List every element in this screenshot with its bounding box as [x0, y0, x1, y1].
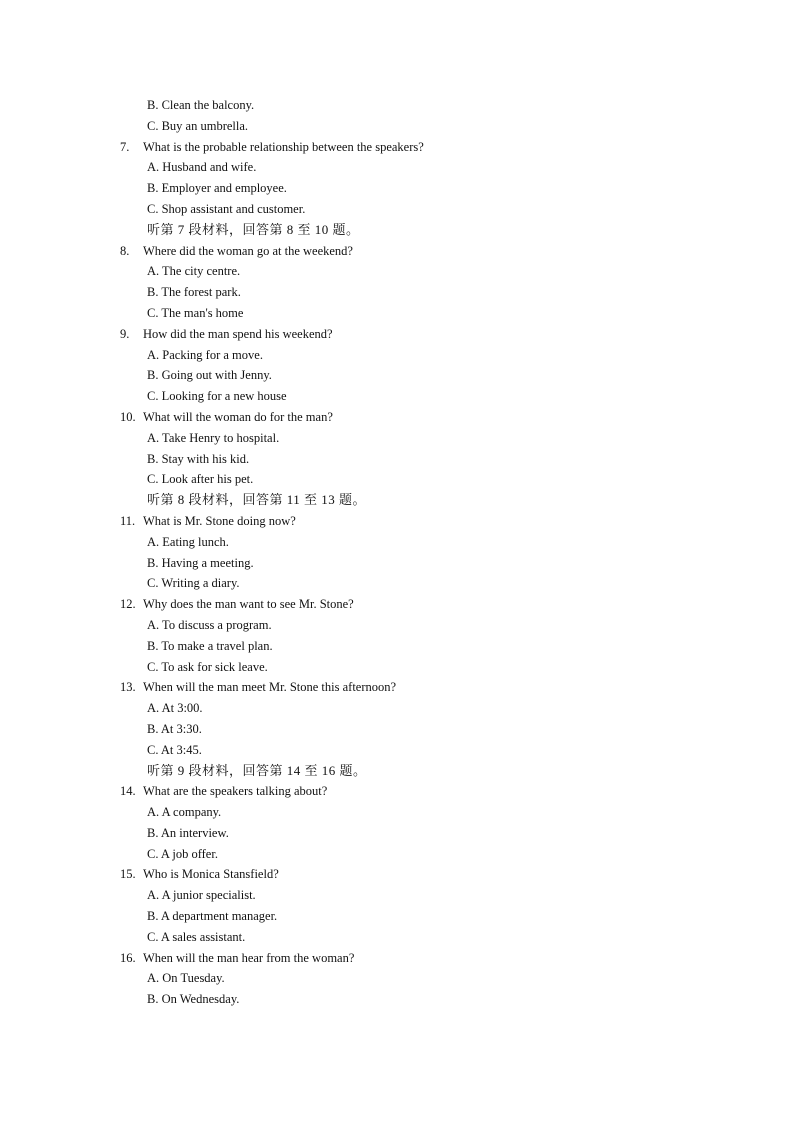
question-item [0, 594, 794, 615]
question-list [0, 95, 794, 1010]
answer-option: C. Looking for a new house [147, 389, 287, 404]
answer-option: C. The man's home [147, 305, 244, 320]
answer-option: B. Employer and employee. [147, 181, 287, 196]
answer-option: B. The forest park. [147, 285, 241, 300]
answer-option: B. On Wednesday. [147, 992, 240, 1007]
answer-option: C. Look after his pet. [147, 472, 254, 487]
question-item [0, 511, 794, 532]
question-item [0, 137, 794, 158]
question-item [0, 324, 794, 345]
answer-option: A. Eating lunch. [147, 534, 229, 549]
answer-option: C. Writing a diary. [147, 576, 240, 591]
answer-option: A. Husband and wife. [147, 160, 257, 175]
question-item [0, 948, 794, 969]
question-number: 11. [120, 513, 136, 528]
answer-option: C. Buy an umbrella. [147, 118, 249, 133]
question-text: How did the man spend his weekend? [143, 326, 333, 341]
question-number: 16. [120, 950, 136, 965]
question-number: 10. [120, 409, 136, 424]
answer-option: A. To discuss a program. [147, 617, 272, 632]
question-number: 12. [120, 597, 136, 612]
question-text: When will the man hear from the woman? [143, 950, 355, 965]
question-number: 13. [120, 680, 136, 695]
section-instruction: 听第 9 段材料，回答第 14 至 16 题。 [147, 762, 367, 778]
answer-option: C. A sales assistant. [147, 929, 246, 944]
answer-option: C. To ask for sick leave. [147, 659, 268, 674]
answer-option: B. Clean the balcony. [147, 98, 255, 112]
question-number: 7. [120, 139, 130, 154]
answer-option: C. A job offer. [147, 846, 218, 861]
answer-option: A. Take Henry to hospital. [147, 430, 280, 445]
answer-option: A. A junior specialist. [147, 888, 256, 903]
question-text: When will the man meet Mr. Stone this afternoon? [143, 680, 397, 695]
answer-option: B. An interview. [147, 825, 229, 840]
question-item [0, 241, 794, 262]
question-text: What is the probable relationship between the speakers? [143, 139, 424, 154]
answer-option: A. Packing for a move. [147, 347, 263, 362]
answer-option: A. The city centre. [147, 264, 241, 279]
question-text: What are the speakers talking about? [143, 784, 328, 799]
answer-option: A. At 3:00. [147, 701, 203, 716]
answer-option: B. At 3:30. [147, 721, 202, 736]
answer-option: B. Having a meeting. [147, 555, 254, 570]
question-item [0, 677, 794, 698]
question-number: 14. [120, 784, 136, 799]
answer-option: C. At 3:45. [147, 742, 202, 757]
question-item [0, 864, 794, 885]
answer-option: B. To make a travel plan. [147, 638, 273, 653]
question-text: What is Mr. Stone doing now? [143, 513, 296, 528]
answer-option: A. A company. [147, 805, 222, 820]
answer-option: B. Going out with Jenny. [147, 368, 272, 383]
question-text: Where did the woman go at the weekend? [143, 243, 353, 258]
question-text: What will the woman do for the man? [143, 409, 333, 424]
question-text: Who is Monica Stansfield? [143, 867, 279, 882]
question-number: 8. [120, 243, 130, 258]
question-number: 15. [120, 867, 136, 882]
question-number: 9. [120, 326, 130, 341]
answer-option: B. Stay with his kid. [147, 451, 250, 466]
answer-option: A. On Tuesday. [147, 971, 225, 986]
question-text: Why does the man want to see Mr. Stone? [143, 597, 354, 612]
answer-option: B. A department manager. [147, 909, 278, 924]
section-instruction: 听第 8 段材料，回答第 11 至 13 题。 [147, 492, 367, 508]
section-instruction: 听第 7 段材料，回答第 8 至 10 题。 [147, 221, 360, 237]
question-item [0, 781, 794, 802]
answer-option: C. Shop assistant and customer. [147, 201, 306, 216]
question-item [0, 407, 794, 428]
